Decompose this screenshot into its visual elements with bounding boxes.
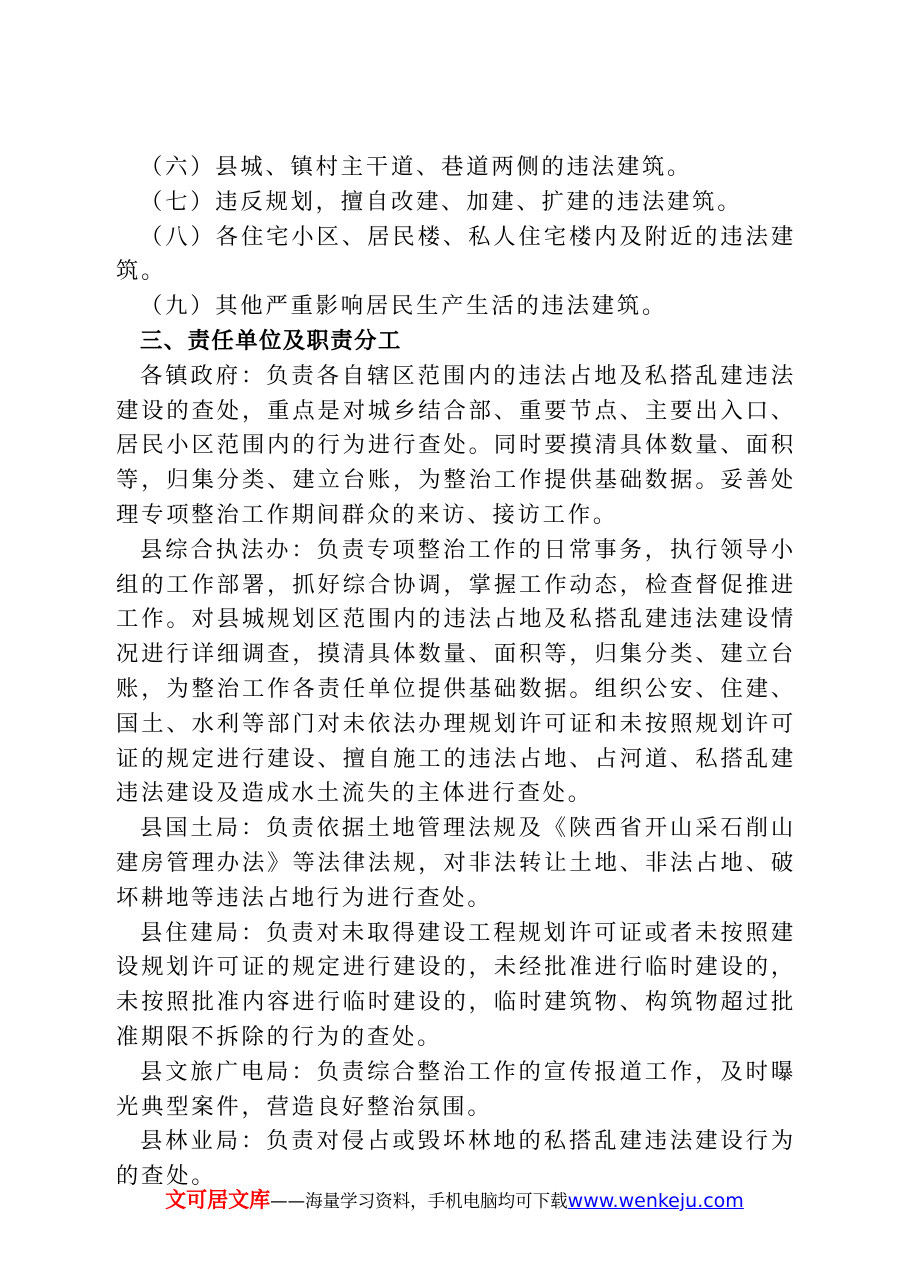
footer-website-link[interactable]: www.wenkeju.com: [567, 1190, 744, 1212]
duty-paragraph-towns: 各镇政府：负责各自辖区范围内的违法占地及私搭乱建违法建设的查处，重点是对城乡结合部、重要节点、主要出入口、居民小区范围内的行为进行查处。同时要摸清具体数量、面积等，归集分类、建立台账，为整治工作提供基础数据。妥善处理专项整治工作期间群众的来访、接访工作。: [116, 362, 796, 528]
footer-brand: 文可居文库: [165, 1188, 271, 1212]
section-heading: 三、责任单位及职责分工: [140, 327, 402, 354]
list-item-9: （九）其他严重影响居民生产生活的违法建筑。: [140, 293, 668, 320]
duty-paragraph-law-enforcement-office: 县综合执法办：负责专项整治工作的日常事务，执行领导小组的工作部署，抓好综合协调，掌握工作动态，检查督促推进工作。对县城规划区范围内的违法占地及私搭乱建违法建设情况进行详细调查，摸清具体数量、面积等，归集分类、建立台账，为整治工作各责任单位提供基础数据。组织公安、住建、国土、水利等部门对未依法办理规划许可证和未按照规划许可证的规定进行建设、擅自施工的违法占地、占河道、私搭乱建违法建设及造成水土流失的主体进行查处。: [116, 536, 796, 807]
duty-paragraph-culture-tourism-bureau: 县文旅广电局：负责综合整治工作的宣传报道工作，及时曝光典型案件，营造良好整治氛围。: [116, 1058, 796, 1120]
list-item-8: （八）各住宅小区、居民楼、私人住宅楼内及附近的违法建筑。: [116, 223, 796, 285]
list-item-7: （七）违反规划，擅自改建、加建、扩建的违法建筑。: [140, 188, 743, 215]
duty-paragraph-housing-bureau: 县住建局：负责对未取得建设工程规划许可证或者未按照建设规划许可证的规定进行建设的，未经批准进行临时建设的，未按照批准内容进行临时建设的，临时建筑物、构筑物超过批准期限不拆除的行为的查处。: [116, 919, 796, 1050]
footer-banner: [0, 1184, 909, 1214]
list-item-6: （六）县城、镇村主干道、巷道两侧的违法建筑。: [140, 154, 693, 180]
duty-paragraph-forestry-bureau: 县林业局：负责对侵占或毁坏林地的私搭乱建违法建设行为的查处。: [116, 1128, 796, 1190]
footer-tagline: ——海量学习资料，手机电脑均可下载: [270, 1192, 568, 1212]
duty-paragraph-land-bureau: 县国土局：负责依据土地管理法规及《陕西省开山采石削山建房管理办法》等法律法规，对非法转让土地、非法占地、破坏耕地等违法占地行为进行查处。: [116, 815, 796, 911]
document-body: [116, 150, 796, 1194]
